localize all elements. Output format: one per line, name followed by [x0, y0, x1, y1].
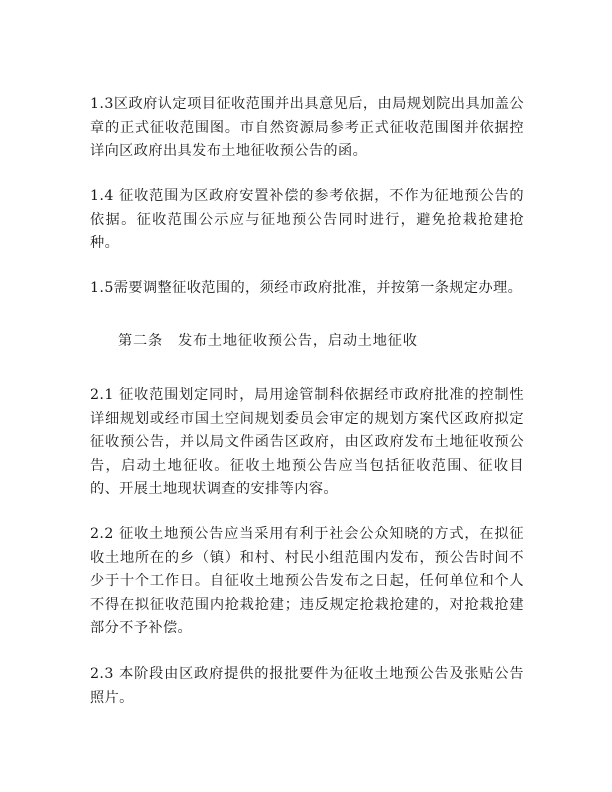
paragraph-1-5: 1.5需要调整征收范围的，须经市政府批准，并按第一条规定办理。	[90, 280, 523, 296]
paragraph-2-2: 2.2 征收土地预公告应当采用有利于社会公众知晓的方式，在拟征收土地所在的乡（镇）和村、村民小组范围内发布，预公告时间不少于十个工作日。自征收土地预公告发布之日起，任何单位和个人不得在拟征收范围内抢栽抢建；违反规定抢栽抢建的，对抢栽抢建部分不予补偿。	[90, 526, 524, 636]
paragraph-1-3: 1.3区政府认定项目征收范围并出具意见后，由局规划院出具加盖公章的正式征收范围图。市自然资源局参考正式征收范围图并依据控详向区政府出具发布土地征收预公告的函。	[90, 96, 524, 159]
article-2-heading: 第二条 发布土地征收预公告，启动土地征收	[118, 333, 418, 349]
paragraph-1-4: 1.4 征收范围为区政府安置补偿的参考依据，不作为征地预公告的依据。征收范围公示应与征地预公告同时进行，避免抢栽抢建抢种。	[90, 188, 524, 251]
paragraph-2-3: 2.3 本阶段由区政府提供的报批要件为征收土地预公告及张贴公告照片。	[90, 666, 524, 706]
paragraph-2-1: 2.1 征收范围划定同时，局用途管制科依据经市政府批准的控制性详细规划或经市国土空间规划委员会审定的规划方案代区政府拟定征收预公告，并以局文件函告区政府，由区政府发布土地征收预公告，启动土地征收。征收土地预公告应当包括征收范围、征收目的、开展土地现状调查的安排等内容。	[90, 387, 524, 497]
